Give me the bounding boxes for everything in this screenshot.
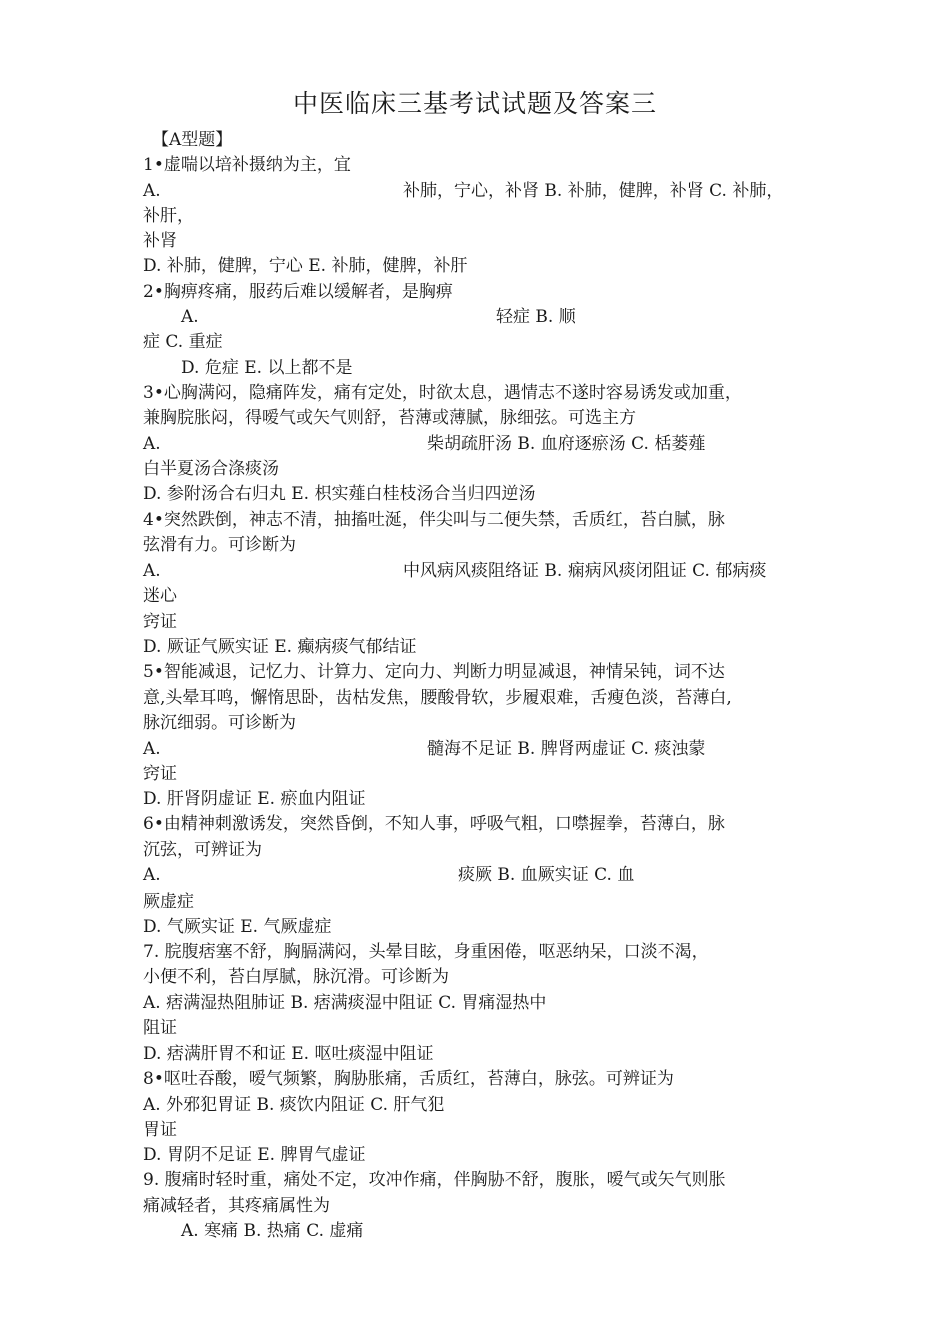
question-line: 1•虚喘以培补摄纳为主，宜 bbox=[143, 155, 351, 175]
question-line: 3•心胸满闷，隐痛阵发，痛有定处，时欲太息，遇情志不遂时容易诱发或加重， bbox=[143, 383, 742, 403]
option-line: 阻证 bbox=[143, 1018, 177, 1038]
question-line: 兼胸脘胀闷，得嗳气或矢气则舒，苔薄或薄腻，脉细弦。可选主方 bbox=[143, 408, 636, 428]
option-line: 胃证 bbox=[143, 1120, 177, 1140]
option-line: 窍证 bbox=[143, 612, 177, 632]
option-line: D. 危症 E. 以上都不是 bbox=[181, 358, 353, 378]
option-line: 柴胡疏肝汤 B. 血府逐瘀汤 C. 栝蒌薤 bbox=[427, 434, 706, 454]
question-line: 脉沉细弱。可诊断为 bbox=[143, 713, 296, 733]
option-line: 补肺，宁心，补肾 B. 补肺，健脾，补肾 C. 补肺， bbox=[403, 181, 784, 201]
option-line: 中风病风痰阻络证 B. 痫病风痰闭阻证 C. 郁病痰 bbox=[403, 561, 767, 581]
option-label: A. bbox=[143, 434, 161, 454]
option-line: 补肝， bbox=[143, 206, 194, 226]
question-line: 弦滑有力。可诊断为 bbox=[143, 535, 296, 555]
option-label: A. bbox=[143, 181, 161, 201]
option-line: 轻症 B. 顺 bbox=[496, 307, 576, 327]
question-line: 沉弦，可辨证为 bbox=[143, 840, 262, 860]
question-line: 5•智能减退，记忆力、计算力、定向力、判断力明显减退，神情呆钝，词不达 bbox=[143, 662, 725, 682]
option-line: 髓海不足证 B. 脾肾两虚证 C. 痰浊蒙 bbox=[427, 739, 706, 759]
question-line: 小便不利，苔白厚腻，脉沉滑。可诊断为 bbox=[143, 967, 449, 987]
option-line: 痰厥 B. 血厥实证 C. 血 bbox=[458, 865, 635, 885]
question-line: 6•由精神刺激诱发，突然昏倒，不知人事，呼吸气粗，口噤握拳，苔薄白，脉 bbox=[143, 814, 725, 834]
option-line: 厥虚症 bbox=[143, 892, 194, 912]
option-line: D. 厥证气厥实证 E. 癫病痰气郁结证 bbox=[143, 637, 417, 657]
question-line: 7. 脘腹痞塞不舒，胸膈满闷，头晕目眩，身重困倦，呕恶纳呆，口淡不渴， bbox=[143, 942, 709, 962]
option-line: D. 参附汤合右归丸 E. 枳实薤白桂枝汤合当归四逆汤 bbox=[143, 484, 536, 504]
option-line: A. 痞满湿热阻肺证 B. 痞满痰湿中阻证 C. 胃痛湿热中 bbox=[143, 993, 547, 1013]
question-line: 痛减轻者，其疼痛属性为 bbox=[143, 1196, 330, 1216]
option-line: 补肾 bbox=[143, 231, 177, 251]
option-label: A. bbox=[143, 739, 161, 759]
option-line: D. 胃阴不足证 E. 脾胃气虚证 bbox=[143, 1145, 366, 1165]
question-line: 2•胸痹疼痛，服药后难以缓解者，是胸痹 bbox=[143, 282, 453, 302]
option-label: A. bbox=[143, 561, 161, 581]
option-label: A. bbox=[143, 865, 161, 885]
document-title: 中医临床三基考试试题及答案三 bbox=[292, 89, 657, 118]
question-line: 意,头晕耳鸣，懈惰思卧，齿枯发焦，腰酸骨软，步履艰难，舌瘦色淡，苔薄白, bbox=[143, 688, 732, 708]
option-line: 窍证 bbox=[143, 764, 177, 784]
option-line: A. 外邪犯胃证 B. 痰饮内阻证 C. 肝气犯 bbox=[143, 1095, 445, 1115]
option-line: D. 气厥实证 E. 气厥虚症 bbox=[143, 917, 332, 937]
question-line: 4•突然跌倒，神志不清，抽搐吐涎，伴尖叫与二便失禁，舌质红，苔白腻，脉 bbox=[143, 510, 725, 530]
option-line: 迷心 bbox=[143, 586, 177, 606]
section-heading: 【A型题】 bbox=[152, 130, 233, 150]
option-line: 白半夏汤合涤痰汤 bbox=[143, 459, 279, 479]
option-line: D. 肝肾阴虚证 E. 瘀血内阻证 bbox=[143, 789, 366, 809]
option-line: 症 C. 重症 bbox=[143, 332, 223, 352]
question-line: 9. 腹痛时轻时重，痛处不定，攻冲作痛，伴胸胁不舒，腹胀，嗳气或矢气则胀 bbox=[143, 1170, 726, 1190]
option-line: D. 痞满肝胃不和证 E. 呕吐痰湿中阻证 bbox=[143, 1044, 434, 1064]
option-label: A. bbox=[181, 307, 199, 327]
option-line: A. 寒痛 B. 热痛 C. 虚痛 bbox=[181, 1221, 364, 1241]
option-line: D. 补肺，健脾，宁心 E. 补肺，健脾，补肝 bbox=[143, 256, 468, 276]
question-line: 8•呕吐吞酸，嗳气频繁，胸胁胀痛，舌质红，苔薄白，脉弦。可辨证为 bbox=[143, 1069, 674, 1089]
